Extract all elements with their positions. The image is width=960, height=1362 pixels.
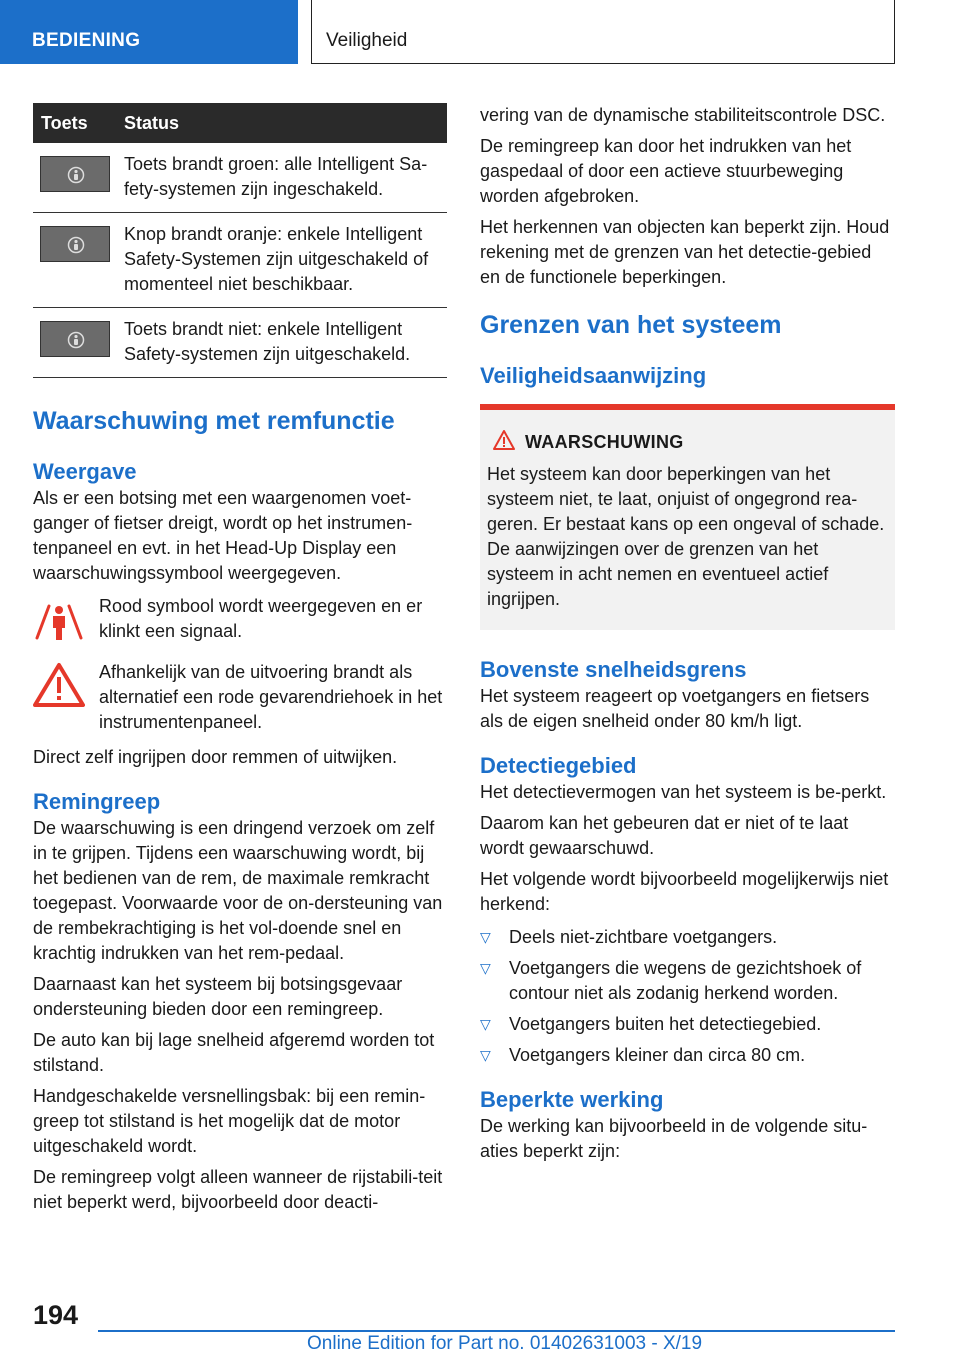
paragraph-interrupt: De remingreep kan door het indrukken van het gaspedaal of door een actieve stuurbeweging worden afgebroken. <box>480 136 852 206</box>
heading-remingreep: Remingreep <box>33 789 161 814</box>
footer-edition: Online Edition for Part no. 01402631003 - X/19 <box>307 1333 703 1354</box>
section-tab <box>0 0 298 64</box>
table-row <box>33 213 447 308</box>
warning-triangle-small-icon <box>492 429 516 451</box>
paragraph-detectie-3: Het volgende wordt bijvoorbeeld mogelijkerwijs niet herkend: <box>480 869 889 914</box>
left-column <box>33 103 447 1221</box>
paragraph-detectie-2: Daarom kan het gebeuren dat er niet of te laat wordt gewaarschuwd. <box>480 813 849 858</box>
paragraph-rem-2: Daarnaast kan het systeem bij botsingsgevaar ondersteuning bieden door een remingreep. <box>33 974 403 1019</box>
paragraph-rem-5: De remingreep volgt alleen wanneer de rijstabili-teit niet beperkt werd, bijvoorbeeld door deacti- <box>33 1167 443 1212</box>
list-item: ▽ Voetgangers die wegens de gezichtshoek of contour niet als zodanig herkend worden. <box>480 958 862 1003</box>
list-item: ▽ Deels niet-zichtbare voetgangers. <box>480 925 895 950</box>
table-row <box>33 143 447 213</box>
paragraph-rem-1: De waarschuwing is een dringend verzoek om zelf in te grijpen. Tijdens een waarschuwing wordt, bij het bedienen van de rem, de maximale remkracht toegepast. Voorwaarde voor de on-dersteuning van de rembekrachtiging is het vol-doende snel en krachtig indrukken van het rem-pedaal. <box>33 818 443 963</box>
triangle-bullet-icon: ▽ <box>480 960 491 976</box>
pedestrian-warning-icon <box>33 596 85 644</box>
status-text: Toets brandt groen: alle Intelligent Sa-fety-systemen zijn ingeschakeld. <box>124 143 447 213</box>
warning-title <box>487 430 887 454</box>
heading-waarschuwing: Waarschuwing met remfunctie <box>33 407 395 435</box>
section-title: BEDIENING <box>32 30 141 51</box>
safety-button-icon <box>40 321 110 357</box>
heading-grenzen: Grenzen van het systeem <box>480 311 782 339</box>
triangle-bullet-icon: ▽ <box>480 929 491 945</box>
table-header-status: Status <box>124 103 447 143</box>
table-header-toets: Toets <box>33 103 124 143</box>
status-table <box>33 103 447 378</box>
triangle-bullet-icon: ▽ <box>480 1016 491 1032</box>
paragraph-direct: Direct zelf ingrijpen door remmen of uitwijken. <box>33 747 398 767</box>
symbol-text-2: Afhankelijk van de uitvoering brandt als alternatief een rode gevarendriehoek in het instrumentenpaneel. <box>99 662 443 732</box>
not-recognized-list <box>480 925 895 1068</box>
paragraph-recognition: Het herkennen van objecten kan beperkt zijn. Houd rekening met de grenzen van het detectie-gebied en de functionele beperkingen. <box>480 217 890 287</box>
right-column <box>480 103 895 1170</box>
heading-beperkt: Beperkte werking <box>480 1087 664 1112</box>
list-item: ▽ Voetgangers kleiner dan circa 80 cm. <box>480 1043 895 1068</box>
warning-triangle-icon <box>33 662 85 708</box>
warning-title-text: WAARSCHUWING <box>525 432 684 452</box>
triangle-bullet-icon: ▽ <box>480 1047 491 1063</box>
heading-detectie: Detectiegebied <box>480 753 637 778</box>
heading-snelheid: Bovenste snelheidsgrens <box>480 657 747 682</box>
list-item: ▽ Voetgangers buiten het detectiegebied. <box>480 1012 895 1037</box>
paragraph-snelheid: Het systeem reageert op voetgangers en fietsers als de eigen snelheid onder 80 km/h ligt. <box>480 686 870 731</box>
paragraph-continued: vering van de dynamische stabiliteitscontrole DSC. <box>480 105 886 125</box>
heading-veiligheid: Veiligheidsaanwijzing <box>480 363 707 388</box>
safety-button-icon <box>40 156 110 192</box>
table-row <box>33 308 447 378</box>
heading-weergave: Weergave <box>33 459 137 484</box>
paragraph-detectie-1: Het detectievermogen van het systeem is be-perkt. <box>480 782 887 802</box>
paragraph-rem-3: De auto kan bij lage snelheid afgeremd worden tot stilstand. <box>33 1030 435 1075</box>
paragraph-rem-4: Handgeschakelde versnellingsbak: bij een remin-greep tot stilstand is het mogelijk dat de motor uitgeschakeld wordt. <box>33 1086 426 1156</box>
symbol-row-triangle <box>33 660 447 735</box>
footer-divider <box>98 1330 895 1332</box>
paragraph-beperkt: De werking kan bijvoorbeeld in de volgende situ-aties beperkt zijn: <box>480 1116 868 1161</box>
paragraph-weergave: Als er een botsing met een waargenomen voet-ganger of fietser dreigt, wordt op het instrumen-tenpaneel en evt. in het Head-Up Display een waarschuwingssymbool weergegeven. <box>33 488 413 583</box>
safety-button-icon <box>40 226 110 262</box>
status-text: Knop brandt oranje: enkele Intelligent Safety-Systemen zijn uitgeschakeld of momenteel niet beschikbaar. <box>124 213 447 308</box>
warning-text: Het systeem kan door beperkingen van het systeem niet, te laat, onjuist of ongegrond rea-geren. Er bestaat kans op een ongeval of schade. De aanwijzingen over de grenzen van het systeem in acht nemen en eventueel actief ingrijpen. <box>487 464 885 609</box>
symbol-text-1: Rood symbool wordt weergegeven en er klinkt een signaal. <box>99 596 423 641</box>
status-text: Toets brandt niet: enkele Intelligent Safety-systemen zijn uitgeschakeld. <box>124 308 447 378</box>
symbol-row-pedestrian <box>33 594 447 644</box>
chapter-title: Veiligheid <box>326 30 408 51</box>
warning-box <box>480 404 895 630</box>
page-number: 194 <box>33 1300 79 1330</box>
chapter-tab <box>311 0 895 64</box>
